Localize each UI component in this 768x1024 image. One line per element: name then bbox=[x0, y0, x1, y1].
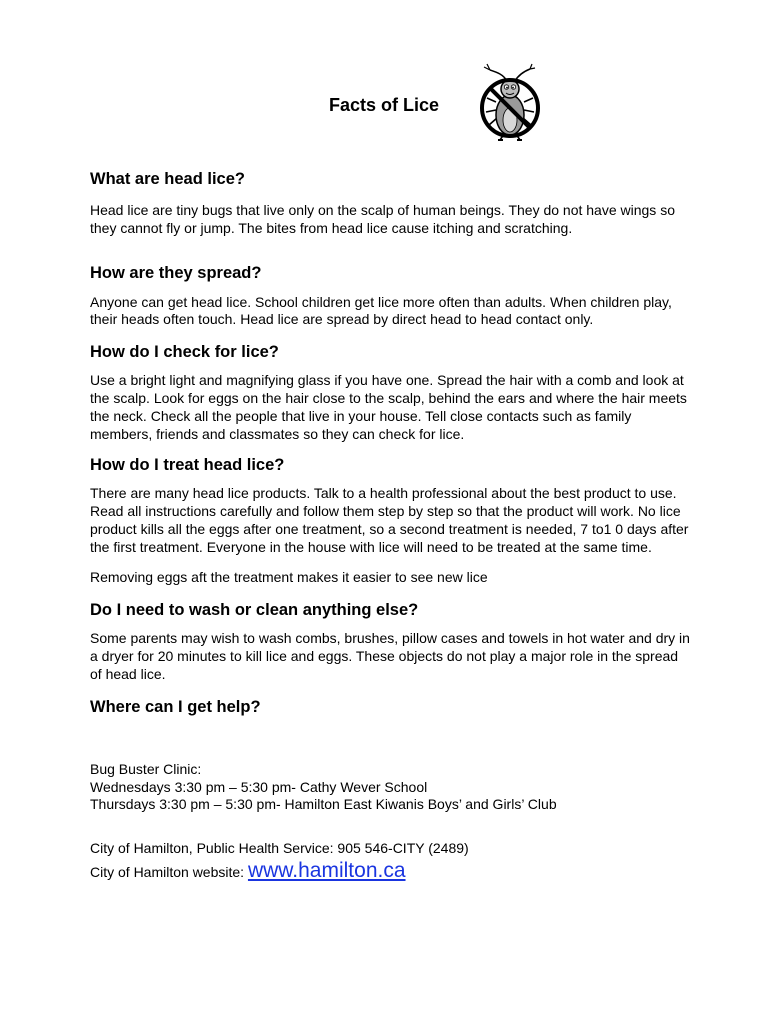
section-heading-check: How do I check for lice? bbox=[90, 343, 279, 362]
content bbox=[90, 168, 690, 882]
section-heading-clean: Do I need to wash or clean anything else? bbox=[90, 601, 419, 620]
section-text-treat-eggs: Removing eggs aft the treatment makes it easier to see new lice bbox=[90, 568, 488, 585]
clinic-name: Bug Buster Clinic: bbox=[90, 760, 202, 777]
section-text-check: Use a bright light and magnifying glass if you have one. Spread the hair with a comb and look at the scalp. Look for eggs on the hair close to the scalp, behind the ears and where the hair meets the neck. Check all the people that live in your house. Tell close contacts such as family members, friends and classmates so they can check for lice. bbox=[90, 372, 687, 442]
section-heading-help: Where can I get help? bbox=[90, 697, 261, 716]
clinic-line: Wednesdays 3:30 pm – 5:30 pm- Cathy Wever School bbox=[90, 778, 428, 795]
section-text-spread: Anyone can get head lice. School children get lice more often than adults. When children play, their heads often touch. Head lice are spread by direct head to head contact only. bbox=[90, 293, 672, 328]
section-text-what: Head lice are tiny bugs that live only on the scalp of human beings. They do not have wings so they cannot fly or jump. The bites from head lice cause itching and scratching. bbox=[90, 202, 675, 236]
section-text-clean: Some parents may wish to wash combs, brushes, pillow cases and towels in hot water and dry in a dryer for 20 minutes to kill lice and eggs. These objects do not play a major role in the spread of head lice. bbox=[90, 630, 690, 682]
website-line bbox=[90, 858, 690, 882]
phone-line: City of Hamilton, Public Health Service: 905 546-CITY (2489) bbox=[90, 840, 469, 857]
website-link[interactable]: www.hamilton.ca bbox=[247, 858, 406, 882]
section-text-treat: There are many head lice products. Talk to a health professional about the best product to use. Read all instructions carefully and follow them step by step so that the product will work. No lice product kills all the eggs after one treatment, so a second treatment is needed, 7 to1 0 days after the first treatment. Everyone in the house with lice will need to be treated at the same time. bbox=[90, 485, 689, 555]
no-lice-logo-icon bbox=[476, 62, 544, 144]
clinic-info bbox=[90, 761, 690, 814]
clinic-line: Thursdays 3:30 pm – 5:30 pm- Hamilton East Kiwanis Boys’ and Girls’ Club bbox=[90, 796, 557, 813]
page-title: Facts of Lice bbox=[328, 95, 440, 115]
section-heading-treat: How do I treat head lice? bbox=[90, 456, 285, 475]
section-heading-spread: How are they spread? bbox=[90, 263, 262, 282]
website-label: City of Hamilton website: bbox=[90, 863, 248, 880]
section-heading-what: What are head lice? bbox=[90, 170, 245, 188]
